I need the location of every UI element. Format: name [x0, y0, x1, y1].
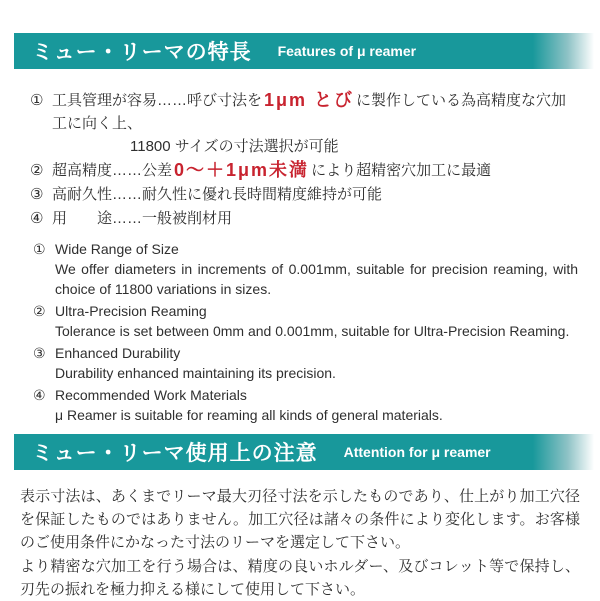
jp-feature-pre-2: 超高精度……公差: [52, 162, 173, 179]
en-feature-title-4: Recommended Work Materials: [55, 387, 247, 403]
jp-feature-text-2: [52, 159, 580, 182]
en-feature-body-1: We offer diameters in increments of 0.001mm, suitable for precision reaming, with choice of 11800 variations in sizes.: [55, 261, 578, 297]
jp-feature-post-2: により超精密穴加工に最適: [311, 162, 492, 179]
features-title-en: Features of μ reamer: [277, 43, 417, 59]
jp-feature-pre-4: 用 途……一般被削材用: [52, 210, 233, 227]
en-feature-title-2: Ultra-Precision Reaming: [55, 303, 207, 319]
en-feature-body-3: Durability enhanced maintaining its precision.: [55, 365, 336, 381]
circled-number-en-3: ③: [33, 345, 46, 361]
circled-number-2: ②: [30, 162, 44, 179]
en-feature-item-4: [33, 385, 578, 425]
en-feature-title-3: Enhanced Durability: [55, 345, 181, 361]
circled-number-1: ①: [30, 92, 44, 109]
jp-feature-item-4: [30, 207, 580, 230]
attention-header-bar: [14, 434, 597, 470]
jp-feature-pre-3: 高耐久性……耐久性に優れ長時間精度維持が可能: [52, 186, 383, 203]
en-feature-title-1: Wide Range of Size: [55, 241, 179, 257]
attention-title-jp: ミュー・リーマ使用上の注意: [32, 442, 318, 465]
en-feature-head-2: [33, 301, 578, 321]
en-feature-item-2: [33, 301, 578, 341]
circled-number-en-1: ①: [33, 241, 46, 257]
jp-feature-item-2: [30, 159, 580, 182]
en-feature-head-3: [33, 343, 578, 363]
circled-number-3: ③: [30, 186, 44, 203]
attention-paragraph-2: より精密な穴加工を行う場合は、精度の良いホルダー、及びコレット等で保持し、刃先の振れを極力抑える様にして使用して下さい。: [20, 558, 580, 598]
en-feature-item-3: [33, 343, 578, 383]
attention-paragraph-1: 表示寸法は、あくまでリーマ最大刃径寸法を示したものであり、仕上がり加工穴径を保証したものではありません。加工穴径は諸々の条件により変化します。お客様のご使用条件にかなった寸法のリーマを選定して下さい。: [20, 488, 580, 551]
attention-notes: [20, 485, 580, 601]
en-features-list: [33, 239, 578, 425]
jp-feature-item-1: [30, 89, 580, 158]
circled-number-en-4: ④: [33, 387, 46, 403]
jp-feature-item-3: [30, 183, 580, 206]
jp-feature-line2-1: 11800 サイズの寸法選択が可能: [130, 138, 339, 155]
jp-feature-text-1: [52, 89, 580, 158]
en-feature-head-1: [33, 239, 578, 259]
features-title-jp: ミュー・リーマの特長: [32, 41, 252, 64]
jp-feature-text-4: [52, 207, 580, 230]
jp-feature-pre-1: 工具管理が容易……呼び寸法を: [52, 92, 263, 109]
jp-feature-emphasis-2: 0～＋1μm未満: [174, 160, 310, 180]
en-feature-body-2: Tolerance is set between 0mm and 0.001mm, suitable for Ultra-Precision Reaming.: [55, 323, 570, 339]
circled-number-en-2: ②: [33, 303, 46, 319]
en-feature-body-4: μ Reamer is suitable for reaming all kinds of general materials.: [55, 407, 443, 423]
en-feature-head-4: [33, 385, 578, 405]
features-header-bar: [14, 33, 597, 69]
jp-features-list: [30, 89, 580, 230]
attention-title-en: Attention for μ reamer: [343, 444, 491, 460]
jp-feature-post-1: に製作している為高精度な穴加工に向く上、: [52, 92, 567, 132]
circled-number-4: ④: [30, 210, 44, 227]
jp-feature-emphasis-1: 1μm とび: [264, 90, 355, 110]
en-feature-item-1: [33, 239, 578, 299]
jp-feature-text-3: [52, 183, 580, 206]
